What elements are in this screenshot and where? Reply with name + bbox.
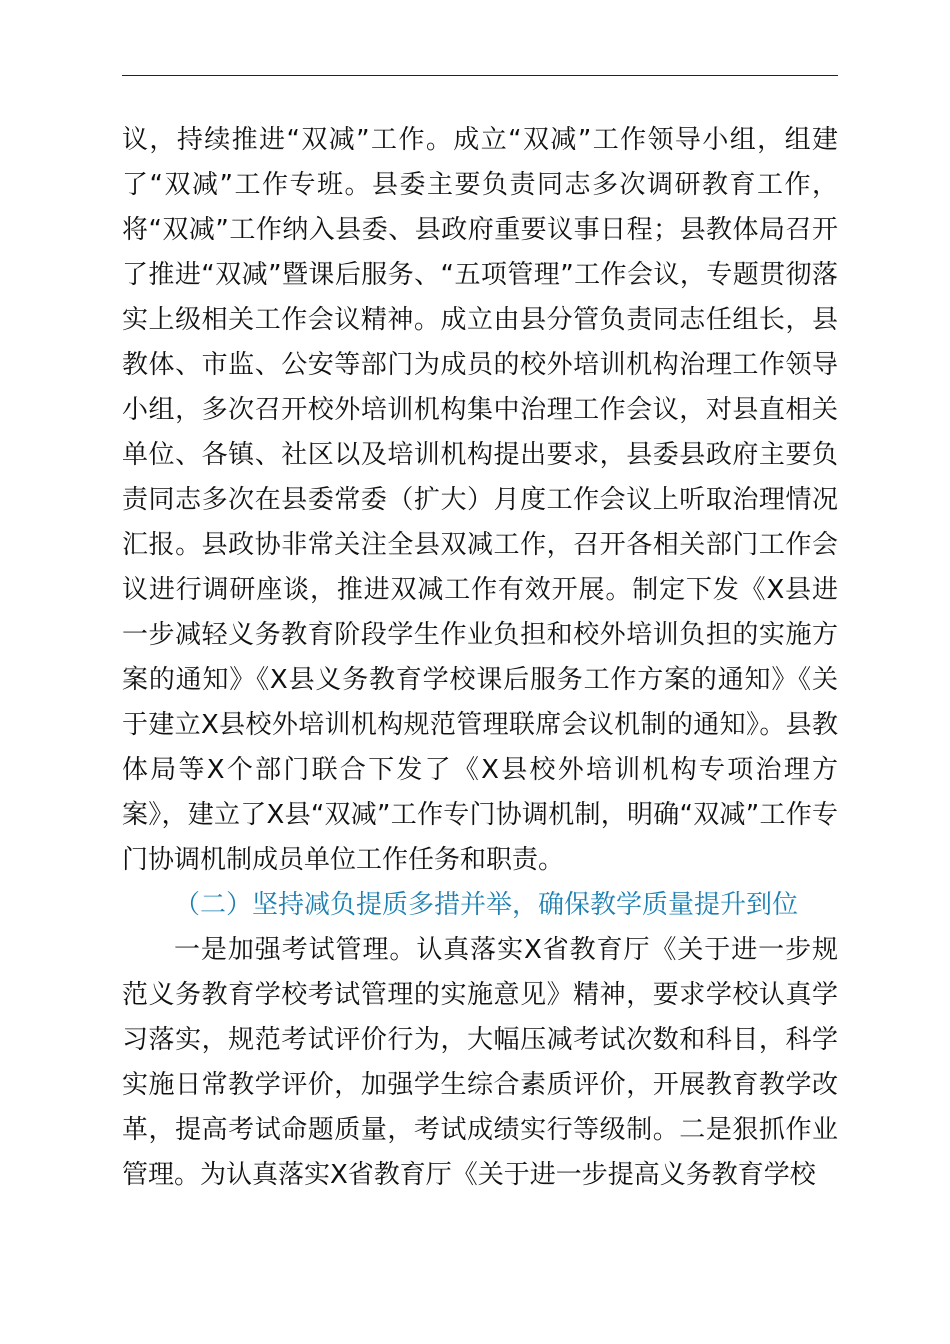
header-rule — [122, 75, 838, 76]
body-paragraph: 一是加强考试管理。认真落实X省教育厅《关于进一步规范义务教育学校考试管理的实施意见》精神，要求学校认真学习落实，规范考试评价行为，大幅压减考试次数和科目，科学实施日常教学评价，加强学生综合素质评价，开展教育教学改革，提高考试命题质量，考试成绩实行等级制。二是狠抓作业管理。为认真落实X省教育厅《关于进一步提高义务教育学校 — [122, 935, 838, 1190]
section-heading: （二）坚持减负提质多措并举，确保教学质量提升到位 — [174, 890, 799, 920]
document-body — [122, 118, 838, 1198]
body-paragraph-continued: 议，持续推进“双减”工作。成立“双减”工作领导小组，组建了“双减”工作专班。县委主要负责同志多次调研教育工作，将“双减”工作纳入县委、县政府重要议事日程；县教体局召开了推进“双减”暨课后服务、“五项管理”工作会议，专题贯彻落实上级相关工作会议精神。成立由县分管负责同志任组长，县教体、市监、公安等部门为成员的校外培训机构治理工作领导小组，多次召开校外培训机构集中治理工作会议，对县直相关单位、各镇、社区以及培训机构提出要求，县委县政府主要负责同志多次在县委常委（扩大）月度工作会议上听取治理情况汇报。县政协非常关注全县双减工作，召开各相关部门工作会议进行调研座谈，推进双减工作有效开展。制定下发《X县进一步减轻义务教育阶段学生作业负担和校外培训负担的实施方案的通知》《X县义务教育学校课后服务工作方案的通知》《关于建立X县校外培训机构规范管理联席会议机制的通知》。县教体局等X个部门联合下发了《X县校外培训机构专项治理方案》，建立了X县“双减”工作专门协调机制，明确“双减”工作专门协调机制成员单位工作任务和职责。 — [122, 125, 838, 875]
